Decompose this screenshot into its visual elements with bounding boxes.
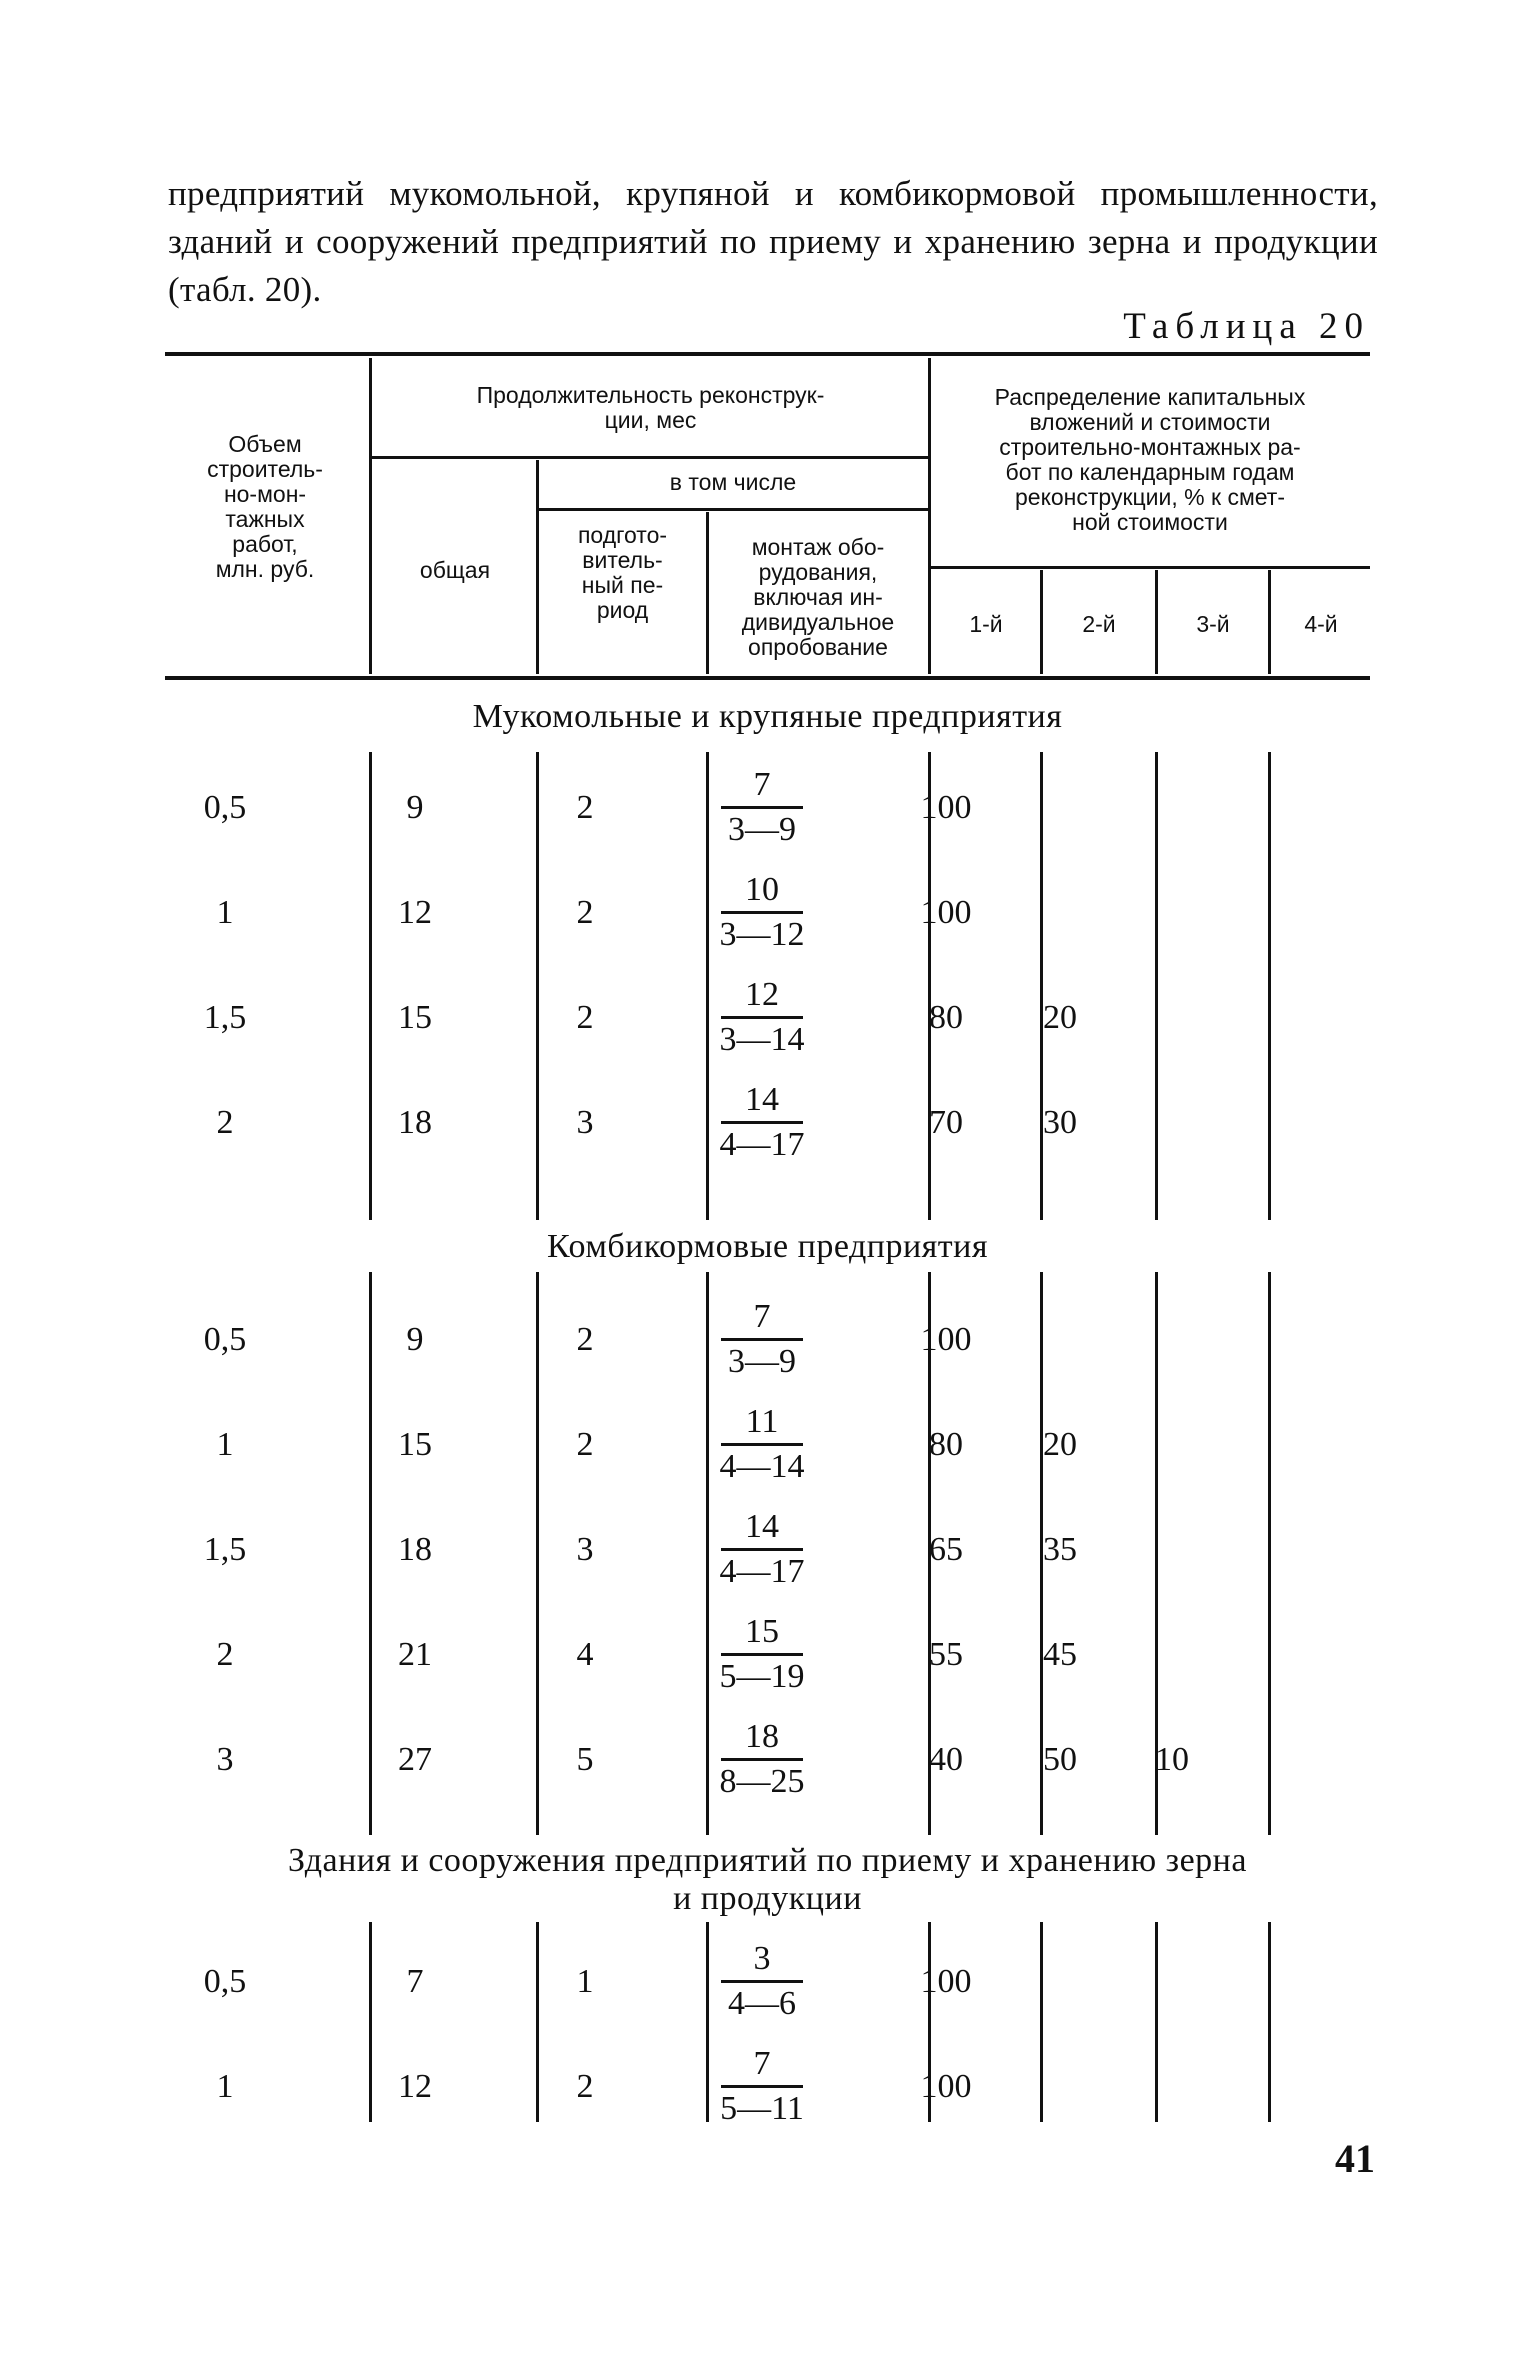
cell-mount-fraction bbox=[707, 766, 817, 849]
cell-year-2: 20 bbox=[1043, 1426, 1077, 1463]
cell-mount-fraction bbox=[707, 1940, 817, 2023]
cell-prep-period: 3 bbox=[576, 1531, 594, 1568]
distribution-header-rule bbox=[930, 566, 1370, 569]
mount-denominator: 3—12 bbox=[719, 916, 805, 953]
body-col-divider bbox=[1268, 1272, 1271, 1835]
body-col-divider bbox=[369, 1922, 372, 2122]
cell-total-duration: 12 bbox=[398, 894, 432, 931]
header-distribution: Распределение капитальных вложений и стоимости строительно-монтажных ра- бот по календарным годам реконструкции, % к смет- ной стоимости bbox=[994, 384, 1306, 535]
page-number: 41 bbox=[1335, 2136, 1375, 2181]
duration-header-rule bbox=[372, 456, 928, 459]
body-col-divider bbox=[1268, 1922, 1271, 2122]
cell-mount-fraction bbox=[707, 1508, 817, 1591]
cell-total-duration: 7 bbox=[406, 1963, 424, 2000]
cell-mount-fraction bbox=[707, 976, 817, 1059]
table-label: Таблица 20 bbox=[1123, 306, 1370, 347]
fraction-bar bbox=[721, 1016, 803, 1019]
cell-mount-fraction bbox=[707, 1403, 817, 1486]
header-col-divider bbox=[706, 512, 709, 674]
cell-year-1: 40 bbox=[929, 1741, 963, 1778]
body-col-divider bbox=[1040, 752, 1043, 1220]
cell-year-3: 10 bbox=[1155, 1741, 1189, 1778]
cell-total-duration: 21 bbox=[398, 1636, 432, 1673]
cell-prep-period: 2 bbox=[576, 894, 594, 931]
cell-year-1: 100 bbox=[920, 1321, 972, 1358]
mount-numerator: 14 bbox=[745, 1081, 779, 1118]
body-col-divider bbox=[369, 1272, 372, 1835]
cell-prep-period: 5 bbox=[576, 1741, 594, 1778]
cell-year-2: 45 bbox=[1043, 1636, 1077, 1673]
fraction-bar bbox=[721, 1758, 803, 1761]
cell-prep-period: 2 bbox=[576, 1321, 594, 1358]
fraction-bar bbox=[721, 1338, 803, 1341]
cell-volume: 0,5 bbox=[203, 1321, 247, 1358]
header-year-2: 2-й bbox=[1082, 611, 1116, 637]
header-volume: Объем строитель- но-мон- тажных работ, млн. руб. bbox=[207, 431, 323, 582]
mount-numerator: 7 bbox=[753, 1298, 771, 1335]
cell-volume: 0,5 bbox=[203, 1963, 247, 2000]
body-col-divider bbox=[369, 752, 372, 1220]
header-col-divider bbox=[928, 358, 931, 674]
header-col-divider bbox=[1155, 570, 1158, 674]
body-col-divider bbox=[536, 752, 539, 1220]
cell-year-1: 65 bbox=[929, 1531, 963, 1568]
cell-year-1: 80 bbox=[929, 1426, 963, 1463]
cell-total-duration: 18 bbox=[398, 1104, 432, 1141]
cell-mount-fraction bbox=[707, 1718, 817, 1801]
cell-year-2: 35 bbox=[1043, 1531, 1077, 1568]
mount-numerator: 7 bbox=[753, 766, 771, 803]
mount-numerator: 14 bbox=[745, 1508, 779, 1545]
cell-year-1: 80 bbox=[929, 999, 963, 1036]
mount-denominator: 5—19 bbox=[719, 1658, 805, 1695]
mount-denominator: 3—9 bbox=[728, 1343, 796, 1380]
cell-total-duration: 12 bbox=[398, 2068, 432, 2105]
cell-mount-fraction bbox=[707, 2045, 817, 2128]
cell-year-1: 100 bbox=[920, 894, 972, 931]
mount-numerator: 10 bbox=[745, 871, 779, 908]
header-year-3: 3-й bbox=[1196, 611, 1230, 637]
cell-volume: 3 bbox=[216, 1741, 234, 1778]
cell-volume: 2 bbox=[216, 1636, 234, 1673]
cell-total-duration: 15 bbox=[398, 1426, 432, 1463]
cell-year-2: 30 bbox=[1043, 1104, 1077, 1141]
cell-mount-fraction bbox=[707, 871, 817, 954]
cell-prep-period: 2 bbox=[576, 2068, 594, 2105]
cell-year-1: 55 bbox=[929, 1636, 963, 1673]
body-col-divider bbox=[1155, 752, 1158, 1220]
header-prep: подгото- витель- ный пе- риод bbox=[577, 522, 668, 623]
including-header-rule bbox=[538, 508, 928, 511]
header-col-divider bbox=[1268, 570, 1271, 674]
header-bottom-rule bbox=[165, 676, 1370, 680]
body-col-divider bbox=[1268, 752, 1271, 1220]
cell-prep-period: 1 bbox=[576, 1963, 594, 2000]
header-duration: Продолжительность реконструк- ции, мес bbox=[476, 382, 825, 433]
cell-volume: 1,5 bbox=[203, 999, 247, 1036]
cell-year-2: 50 bbox=[1043, 1741, 1077, 1778]
mount-denominator: 8—25 bbox=[719, 1763, 805, 1800]
fraction-bar bbox=[721, 911, 803, 914]
table-top-rule bbox=[165, 352, 1370, 356]
cell-prep-period: 2 bbox=[576, 789, 594, 826]
cell-prep-period: 2 bbox=[576, 1426, 594, 1463]
header-including: в том числе bbox=[669, 469, 797, 495]
cell-total-duration: 15 bbox=[398, 999, 432, 1036]
cell-total-duration: 18 bbox=[398, 1531, 432, 1568]
cell-volume: 1 bbox=[216, 2068, 234, 2105]
mount-numerator: 11 bbox=[745, 1403, 779, 1440]
cell-prep-period: 2 bbox=[576, 999, 594, 1036]
mount-denominator: 3—9 bbox=[728, 811, 796, 848]
cell-total-duration: 9 bbox=[406, 1321, 424, 1358]
mount-denominator: 4—6 bbox=[728, 1985, 796, 2022]
section-title-feed: Комбикормовые предприятия bbox=[547, 1228, 988, 1265]
mount-numerator: 15 bbox=[745, 1613, 779, 1650]
mount-denominator: 4—14 bbox=[719, 1448, 805, 1485]
header-col-divider bbox=[369, 358, 372, 674]
fraction-bar bbox=[721, 1548, 803, 1551]
cell-year-1: 100 bbox=[920, 2068, 972, 2105]
mount-numerator: 7 bbox=[753, 2045, 771, 2082]
mount-denominator: 3—14 bbox=[719, 1021, 805, 1058]
fraction-bar bbox=[721, 1121, 803, 1124]
mount-denominator: 4—17 bbox=[719, 1553, 805, 1590]
cell-volume: 1,5 bbox=[203, 1531, 247, 1568]
header-total: общая bbox=[419, 557, 491, 583]
mount-numerator: 12 bbox=[745, 976, 779, 1013]
mount-numerator: 18 bbox=[745, 1718, 779, 1755]
cell-year-1: 100 bbox=[920, 789, 972, 826]
mount-numerator: 3 bbox=[753, 1940, 771, 1977]
cell-volume: 1 bbox=[216, 894, 234, 931]
body-col-divider bbox=[536, 1272, 539, 1835]
body-col-divider bbox=[1040, 1922, 1043, 2122]
cell-prep-period: 4 bbox=[576, 1636, 594, 1673]
section-title-mill: Мукомольные и крупяные предприятия bbox=[472, 698, 1063, 735]
section-title-grain: Здания и сооружения предприятий по приему и хранению зерна bbox=[288, 1842, 1247, 1879]
header-col-divider bbox=[536, 460, 539, 674]
cell-volume: 0,5 bbox=[203, 789, 247, 826]
fraction-bar bbox=[721, 2085, 803, 2088]
cell-year-1: 100 bbox=[920, 1963, 972, 2000]
header-mount: монтаж обо- рудования, включая ин- дивидуальное опробование bbox=[741, 534, 895, 660]
mount-denominator: 5—11 bbox=[720, 2090, 804, 2127]
section-title-grain-line2: и продукции bbox=[673, 1880, 862, 1917]
cell-mount-fraction bbox=[707, 1081, 817, 1164]
cell-total-duration: 27 bbox=[398, 1741, 432, 1778]
fraction-bar bbox=[721, 1653, 803, 1656]
fraction-bar bbox=[721, 1980, 803, 1983]
cell-mount-fraction bbox=[707, 1613, 817, 1696]
cell-volume: 1 bbox=[216, 1426, 234, 1463]
body-col-divider bbox=[536, 1922, 539, 2122]
header-col-divider bbox=[1040, 570, 1043, 674]
cell-mount-fraction bbox=[707, 1298, 817, 1381]
header-year-4: 4-й bbox=[1304, 611, 1338, 637]
header-year-1: 1-й bbox=[969, 611, 1003, 637]
cell-total-duration: 9 bbox=[406, 789, 424, 826]
body-col-divider bbox=[1155, 1922, 1158, 2122]
intro-paragraph: предприятий мукомольной, крупяной и комбикормовой промышленности, зданий и сооружений предприятий по приему и хранению зерна и продукции (табл. 20). bbox=[168, 174, 1378, 309]
fraction-bar bbox=[721, 806, 803, 809]
cell-prep-period: 3 bbox=[576, 1104, 594, 1141]
cell-year-2: 20 bbox=[1043, 999, 1077, 1036]
mount-denominator: 4—17 bbox=[719, 1126, 805, 1163]
cell-year-1: 70 bbox=[929, 1104, 963, 1141]
fraction-bar bbox=[721, 1443, 803, 1446]
cell-volume: 2 bbox=[216, 1104, 234, 1141]
